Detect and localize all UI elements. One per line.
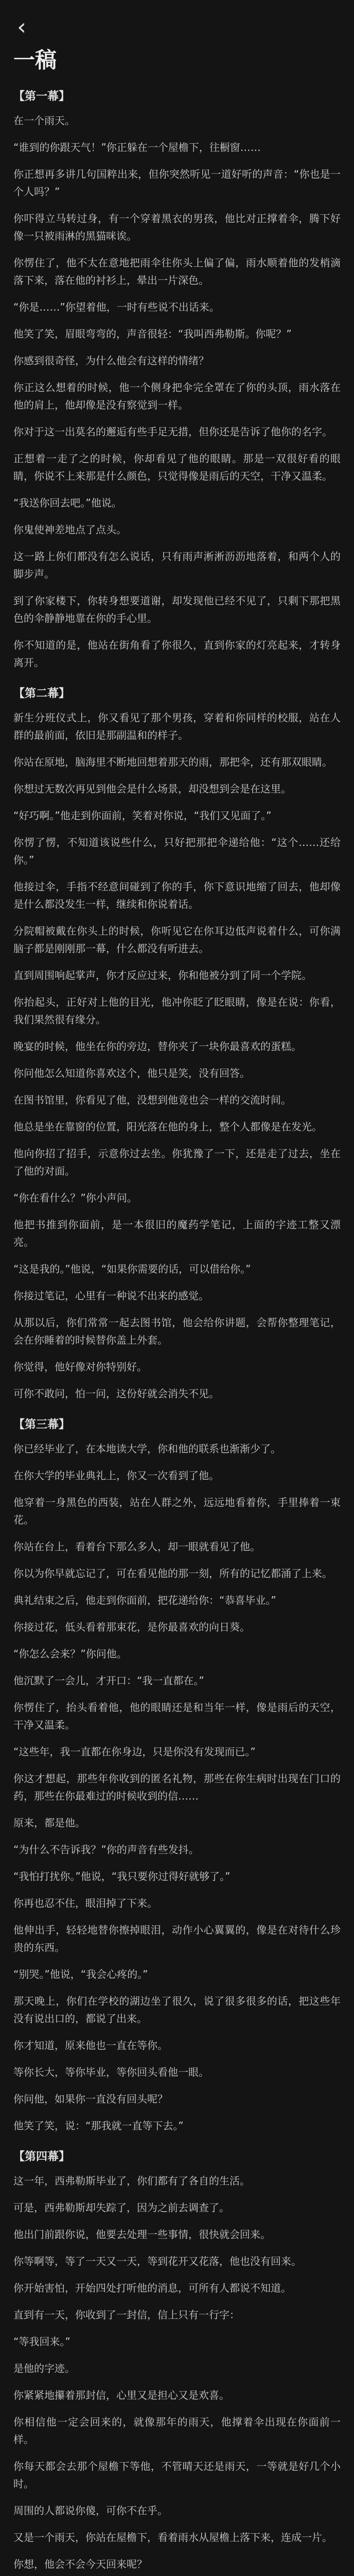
page-title: 一稿 [13, 47, 57, 73]
story-section [13, 2148, 341, 2576]
paragraph: 你才知道，原来他也一直在等你。 [13, 2039, 168, 2052]
paragraph: “谁到的你跟天气！”你正躲在一个屋檐下，往橱窗…… [13, 141, 261, 154]
paragraph: 又是一个雨天，你站在屋檐下，看着雨水从屋檐上落下来，连成一片。 [13, 2531, 332, 2544]
story-section [13, 685, 341, 1402]
paragraph: 周围的人都说你傻，可你不在乎。 [13, 2504, 168, 2517]
paragraph: 你正这么想着的时候，他一个侧身把伞完全罩在了你的头顶，雨水落在他的肩上，他却像是没有察觉到一样。 [13, 381, 341, 411]
paragraph: 正想着一走了之的时候，你却看见了他的眼睛。那是一双很好看的眼睛，你说不上来那是什么颜色，只觉得像是雨后的天空，干净又温柔。 [13, 452, 341, 482]
paragraph: 你觉得，他好像对你特别好。 [13, 1361, 147, 1373]
paragraph: 从那以后，你们常常一起去图书馆，他会给你讲题，会帮你整理笔记，会在你睡着的时候替你盖上外套。 [13, 1316, 341, 1346]
paragraph: 你紧紧地攥着那封信，心里又是担心又是欢喜。 [13, 2389, 229, 2401]
paragraph: “这是我的。”他说，“如果你需要的话，可以借给你。” [13, 1263, 251, 1275]
paragraph: 你开始害怕，开始四处打听他的消息，可所有人都说不知道。 [13, 2282, 291, 2294]
paragraph: “你在看什么？”你小声问。 [13, 1192, 137, 1204]
document-body [13, 82, 341, 2576]
paragraph: 新生分班仪式上，你又看见了那个男孩，穿着和你同样的校服，站在人群的最前面，依旧是那副温和的样子。 [13, 711, 341, 741]
paragraph: “为什么不告诉我？”你的声音有些发抖。 [13, 1843, 199, 1856]
paragraph: 你想过无数次再见到他会是什么场景，却没想到会是在这里。 [13, 783, 291, 795]
paragraph: 可你不敢问，怕一问，这份好就会消失不见。 [13, 1387, 219, 1400]
paragraph: 到了你家楼下，你转身想要道谢，却发现他已经不见了，只剩下那把黑色的伞静静地靠在你的手心里。 [13, 595, 341, 624]
header [0, 0, 354, 77]
paragraph: 是他的字迹。 [13, 2362, 75, 2375]
paragraph: 你愣了愣，不知道该说些什么，只好把那把伞递给他：“这个……还给你。” [13, 836, 341, 866]
paragraph: 你抬起头，正好对上他的目光，他冲你眨了眨眼睛，像是在说：你看，我们果然很有缘分。 [13, 996, 341, 1026]
paragraph: 在你大学的毕业典礼上，你又一次看到了他。 [13, 1469, 219, 1482]
paragraph: 他笑了笑，眉眼弯弯的，声音很轻：“我叫西弗勒斯。你呢？” [13, 328, 292, 340]
paragraph: 你这才想起，那些年你收到的匿名礼物，那些在你生病时出现在门口的药，那些在你最难过的时候收到的信…… [13, 1772, 341, 1802]
paragraph: 他向你招了招手，示意你过去坐。你犹豫了一下，还是走了过去，坐在了他的对面。 [13, 1147, 341, 1177]
paragraph: 这一年，西弗勒斯毕业了，你们都有了各自的生活。 [13, 2175, 250, 2187]
paragraph: 他总是坐在靠窗的位置，阳光落在他的身上，整个人都像是在发光。 [13, 1121, 322, 1133]
paragraph: 他沉默了一会儿，才开口：“我一直都在。” [13, 1674, 204, 1687]
paragraph: 你每天都会去那个屋檐下等他，不管晴天还是雨天，一等就是好几个小时。 [13, 2460, 341, 2490]
paragraph: 在图书馆里，你看见了他，没想到他竟也会一样的交流时间。 [13, 1094, 291, 1106]
paragraph: 他伸出手，轻轻地替你擦掉眼泪，动作小心翼翼的，像是在对待什么珍贵的东西。 [13, 1924, 341, 1954]
paragraph: 典礼结束之后，他走到你面前，把花递给你：“恭喜毕业。” [13, 1594, 276, 1606]
paragraph: 你对于这一出莫名的邂逅有些手足无措，但你还是告诉了他你的名字。 [13, 426, 332, 438]
paragraph: “你是……”你望着他，一时有些说不出话来。 [13, 301, 220, 313]
section-heading: 【第一幕】 [13, 90, 70, 103]
paragraph: 你鬼使神差地点了点头。 [13, 523, 127, 536]
paragraph: 分院帽被戴在你头上的时候，你听见它在你耳边低声说着什么，可你满脑子都是刚刚那一幕，什么都没有听进去。 [13, 925, 341, 955]
paragraph: 你问他怎么知道你喜欢这个，他只是笑，没有回答。 [13, 1067, 250, 1079]
paragraph: “好巧啊。”他走到你面前，笑着对你说，“我们又见面了。” [13, 809, 272, 822]
paragraph: 你吓得立马转过身，有一个穿着黑衣的男孩，他比对正撑着伞，腾下好像一只被雨淋的黑猫咪诶。 [13, 212, 341, 242]
paragraph: 直到周围响起掌声，你才反应过来，你和他被分到了同一个学院。 [13, 969, 312, 981]
paragraph: 你愣住了，抬头看着他，他的眼睛还是和当年一样，像是雨后的天空，干净又温柔。 [13, 1701, 341, 1731]
paragraph: “别哭。”他说，“我会心疼的。” [13, 1968, 148, 1980]
paragraph: 你以为你早就忘记了，可在看见他的那一刻，所有的记忆都涌了上来。 [13, 1567, 332, 1580]
paragraph: 你问他，如果你一直没有回头呢？ [13, 2093, 168, 2105]
paragraph: 直到有一天，你收到了一封信，信上只有一行字： [13, 2309, 240, 2321]
paragraph: 你正想再多讲几句国粹出来，但你突然听见一道好听的声音：“你也是一个人吗？” [13, 168, 341, 198]
chevron-left-icon[interactable]: ‹ [17, 13, 26, 40]
paragraph: 你相信他一定会回来的，就像那年的雨天，他撑着伞出现在你面前一样。 [13, 2416, 341, 2446]
paragraph: 这一路上你们都没有怎么说话，只有雨声淅淅沥沥地落着，和两个人的脚步声。 [13, 550, 341, 580]
paragraph: 你等啊等，等了一天又一天，等到花开又花落，他也没有回来。 [13, 2255, 302, 2267]
paragraph: “你怎么会来？”你问他。 [13, 1648, 127, 1660]
paragraph: 等你长大，等你毕业，等你回头看他一眼。 [13, 2066, 209, 2078]
paragraph: 在一个雨天。 [13, 114, 75, 127]
section-heading: 【第二幕】 [13, 687, 70, 700]
story-section [13, 88, 341, 671]
paragraph: 你感到很奇怪，为什么他会有这样的情绪？ [13, 354, 209, 367]
paragraph: 你接过笔记，心里有一种说不出来的感觉。 [13, 1290, 209, 1302]
paragraph: “这些年，我一直都在你身边，只是你没有发现而已。” [13, 1745, 256, 1758]
paragraph: 你想，他会不会今天回来呢？ [13, 2558, 147, 2570]
paragraph: 他笑了笑，说：“那我就一直等下去。” [13, 2120, 184, 2132]
paragraph: “等我回来。” [13, 2335, 70, 2348]
paragraph: 原来，都是他。 [13, 1817, 85, 1829]
paragraph: 你不知道的是，他站在街角看了你很久，直到你家的灯亮起来，才转身离开。 [13, 639, 341, 669]
paragraph: 你再也忍不住，眼泪掉了下来。 [13, 1897, 157, 1909]
paragraph: 你愣住了，他不太在意地把雨伞往你头上偏了偏，雨水顺着他的发梢滴落下来，落在他的衬衫上，晕出一片深色。 [13, 257, 341, 286]
paragraph: 你已经毕业了，在本地读大学，你和他的联系也渐渐少了。 [13, 1443, 281, 1455]
paragraph: 你站在台上，看着台下那么多人，却一眼就看见了他。 [13, 1540, 260, 1553]
paragraph: 你站在原地，脑海里不断地回想着那天的雨，那把伞，还有那双眼睛。 [13, 756, 332, 768]
paragraph: 他穿着一身黑色的西装，站在人群之外，远远地看着你，手里捧着一束花。 [13, 1496, 341, 1526]
paragraph: 那天晚上，你们在学校的湖边坐了很久，说了很多很多的话，把这些年没有说出口的，都说了出来。 [13, 1995, 341, 2025]
section-heading: 【第三幕】 [13, 1418, 70, 1431]
paragraph: 可是，西弗勒斯却失踪了，因为之前去调查了。 [13, 2201, 229, 2214]
section-heading: 【第四幕】 [13, 2150, 70, 2163]
paragraph: 他把书推到你面前，是一本很旧的魔药学笔记，上面的字迹工整又漂亮。 [13, 1218, 341, 1248]
paragraph: “我怕打扰你。”他说，“我只要你过得好就够了。” [13, 1870, 231, 1883]
story-section [13, 1416, 341, 2134]
paragraph: 他出门前跟你说，他要去处理一些事情，很快就会回来。 [13, 2228, 271, 2241]
paragraph: 晚宴的时候，他坐在你的旁边，替你夹了一块你最喜欢的蛋糕。 [13, 1040, 302, 1053]
paragraph: 他接过伞，手指不经意间碰到了你的手，你下意识地缩了回去，他却像是什么都没发生一样，继续和你说着话。 [13, 880, 341, 910]
paragraph: 你接过花，低头看着那束花，是你最喜欢的向日葵。 [13, 1621, 250, 1633]
paragraph: “我送你回去吧。”他说。 [13, 497, 122, 509]
